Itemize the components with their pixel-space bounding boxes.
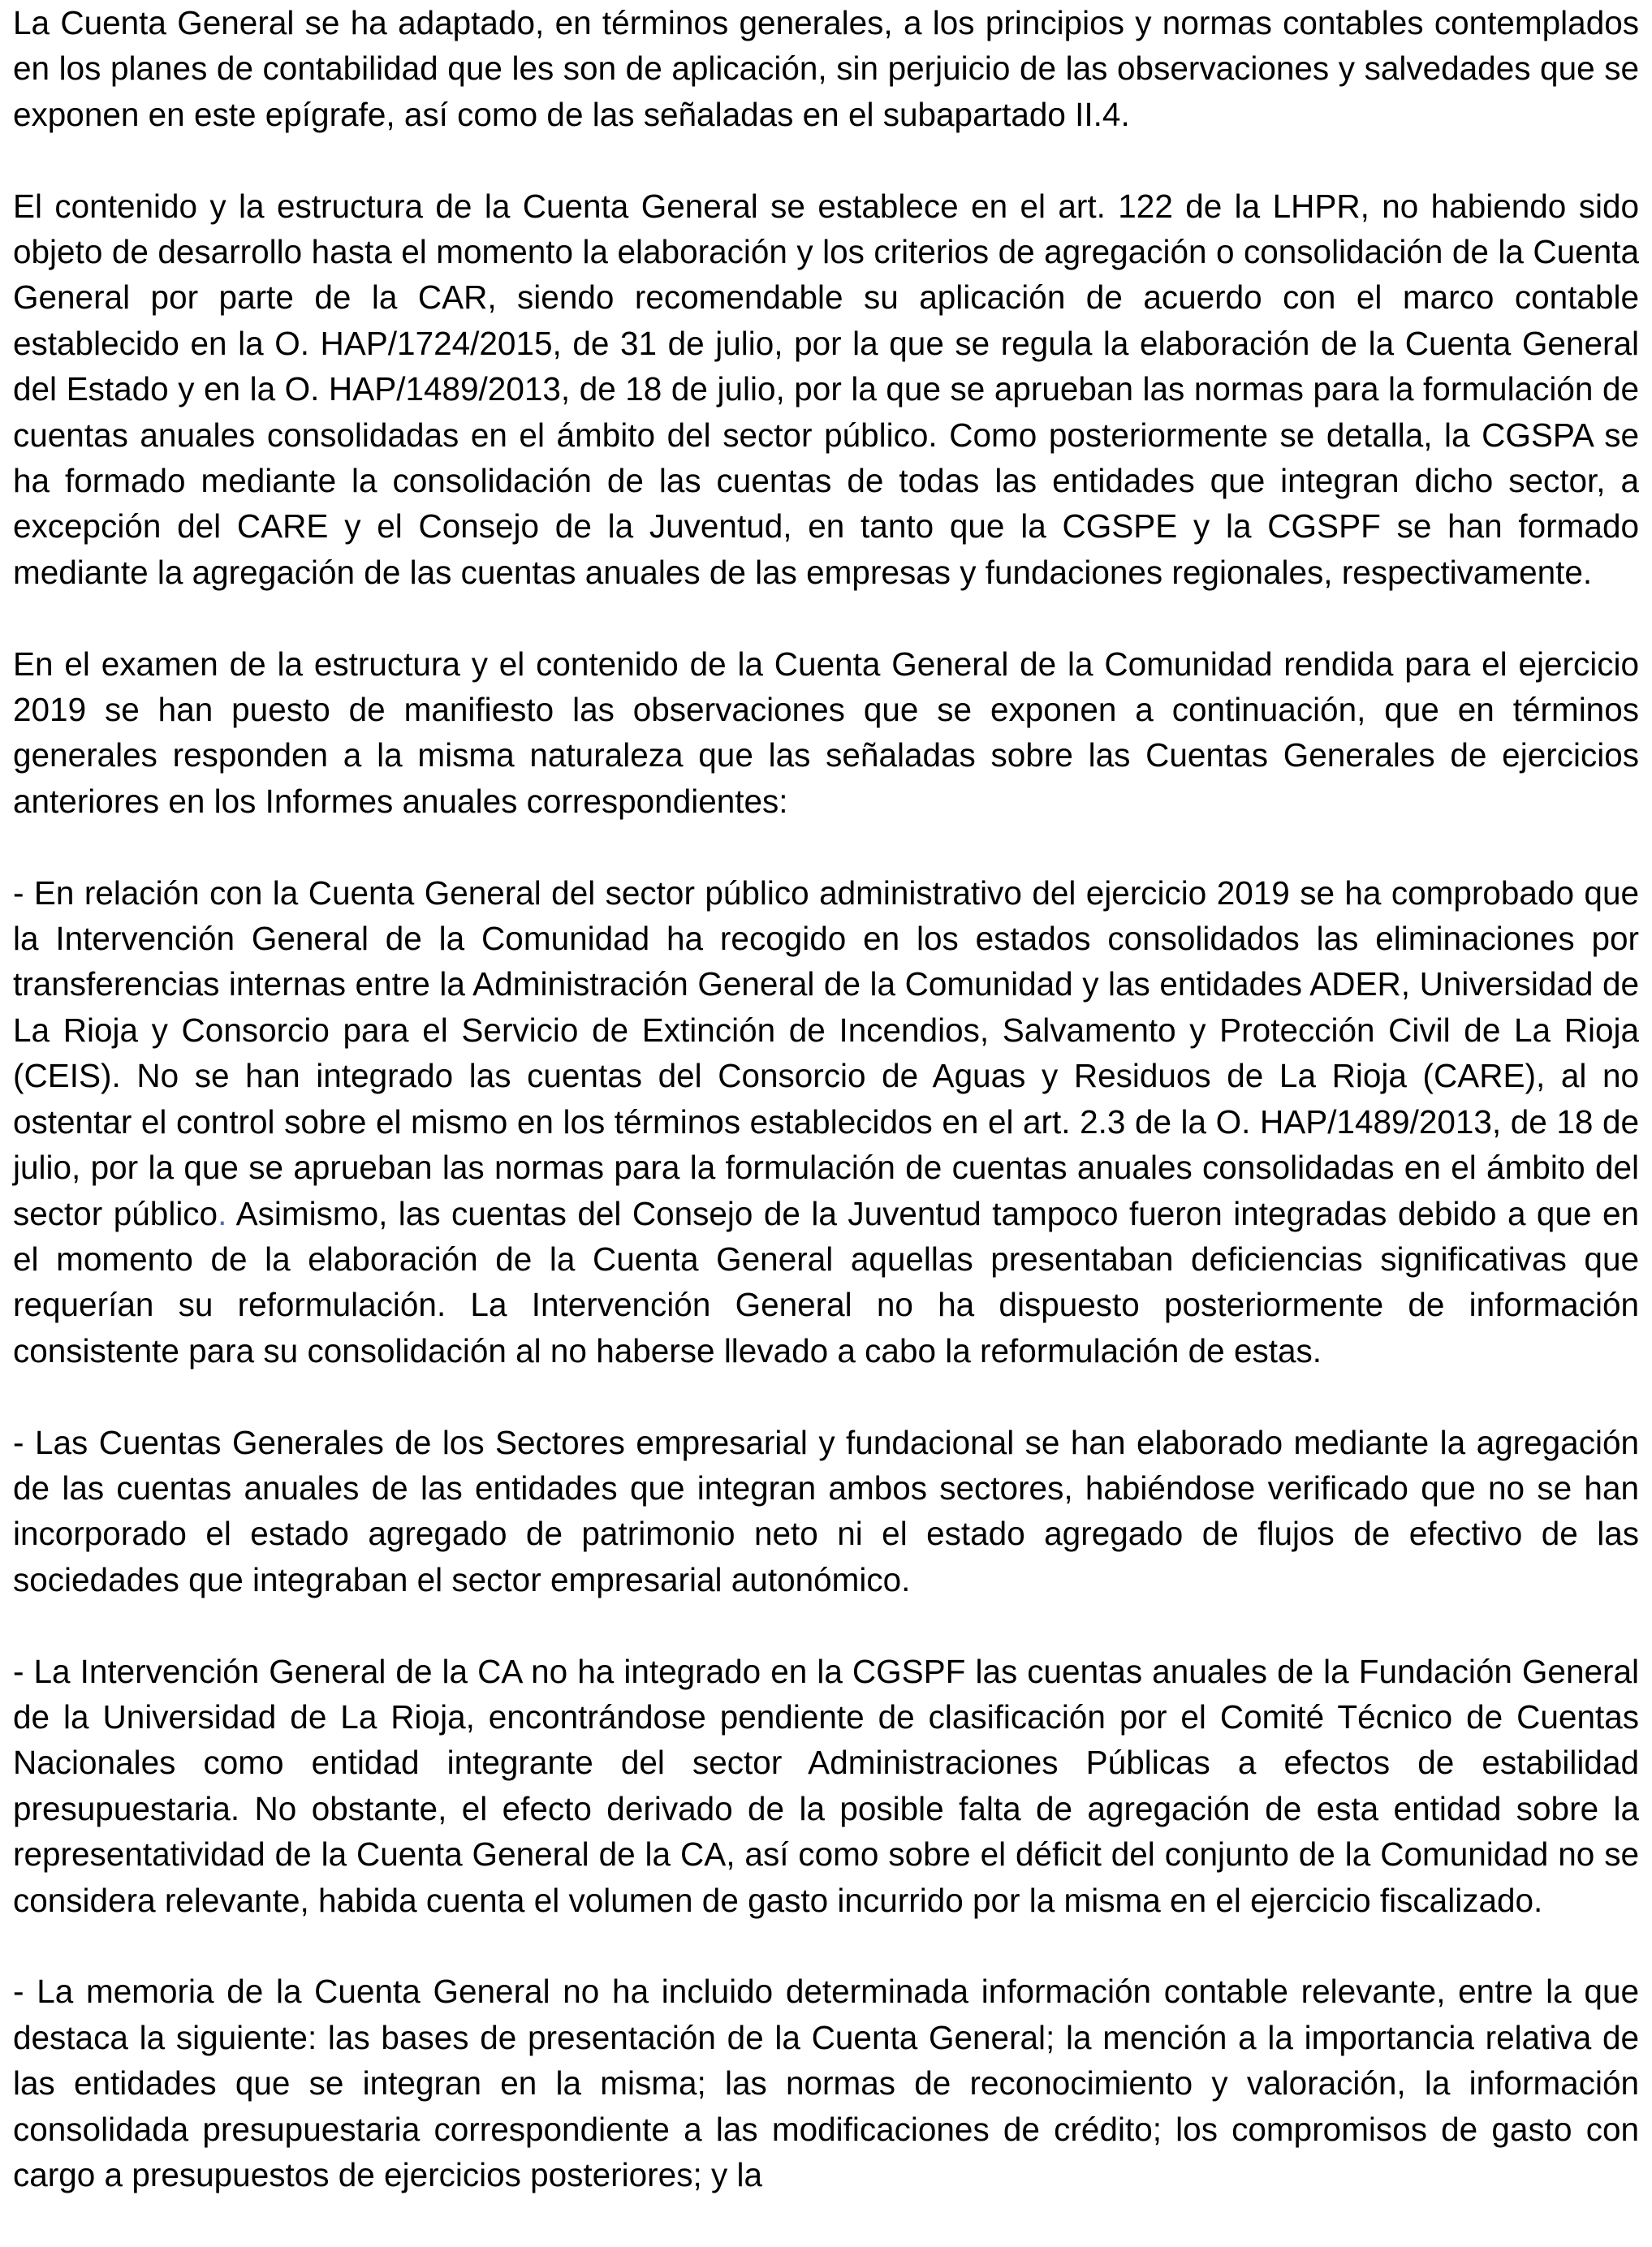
paragraph-content-structure: El contenido y la estructura de la Cuenta General se establece en el art. 122 de la LHPR, no habiendo sido objeto de desarrollo hasta el momento la elaboración y los criterios de agregación o consolidación de la Cuenta General por parte de la CAR, siendo recomendable su aplicación de acuerdo con el marco contable establecido en la O. HAP/1724/2015, de 31 de julio, por la que se regula la elaboración de la Cuenta General del Estado y en la O. HAP/1489/2013, de 18 de julio, por la que se aprueban las normas para la formulación de cuentas anuales consolidadas en el ámbito del sector público. Como posteriormente se detalla, la CGSPA se ha formado mediante la consolidación de las cuentas de todas las entidades que integran dicho sector, a excepción del CARE y el Consejo de la Juventud, en tanto que la CGSPE y la CGSPF se han formado mediante la agregación de las cuentas anuales de las empresas y fundaciones regionales, respectivamente. (13, 187, 1639, 591)
paragraph-administrative-sector-part2: Asimismo, las cuentas del Consejo de la Juventud tampoco fueron integradas debido a que en el momento de la elaboración de la Cuenta General aquellas presentaban deficiencias significativas que requerían su reformulación. La Intervención General no ha dispuesto posteriormente de información consistente para su consolidación al no haberse llevado a cabo la reformulación de estas. (13, 1194, 1639, 1369)
paragraph-memory-information: - La memoria de la Cuenta General no ha incluido determinada información contable relevante, entre la que destaca la siguiente: las bases de presentación de la Cuenta General; la mención a la importancia relativa de las entidades que se integran en la misma; las normas de reconocimiento y valoración, la información consolidada presupuestaria correspondiente a las modificaciones de crédito; los compromisos de gasto con cargo a presupuestos de ejercicios posteriores; y la (13, 1973, 1639, 2193)
document-page (13, 0, 1639, 2197)
paragraph-university-foundation: - La Intervención General de la CA no ha integrado en la CGSPF las cuentas anuales de la Fundación General de la Universidad de La Rioja, encontrándose pendiente de clasificación por el Comité Técnico de Cuentas Nacionales como entidad integrante del sector Administraciones Públicas a efectos de estabilidad presupuestaria. No obstante, el efecto derivado de la posible falta de agregación de esta entidad sobre la representatividad de la Cuenta General de la CA, así como sobre el déficit del conjunto de la Comunidad no se considera relevante, habida cuenta el volumen de gasto incurrido por la misma en el ejercicio fiscalizado. (13, 1652, 1639, 1919)
paragraph-adaptation-principles: La Cuenta General se ha adaptado, en términos generales, a los principios y normas contables contemplados en los planes de contabilidad que les son de aplicación, sin perjuicio de las observaciones y salvedades que se exponen en este epígrafe, así como de las señaladas en el subapartado II.4. (13, 4, 1639, 133)
paragraph-administrative-sector (13, 870, 1639, 1374)
accent-period: . (218, 1194, 227, 1232)
paragraph-administrative-sector-part1: - En relación con la Cuenta General del sector público administrativo del ejercicio 2019 se ha comprobado que la Intervención General de la Comunidad ha recogido en los estados consolidados las eliminaciones por transferencias internas entre la Administración General de la Comunidad y las entidades ADER, Universidad de La Rioja y Consorcio para el Servicio de Extinción de Incendios, Salvamento y Protección Civil de La Rioja (CEIS). No se han integrado las cuentas del Consorcio de Aguas y Residuos de La Rioja (CARE), al no ostentar el control sobre el mismo en los términos establecidos en el art. 2.3 de la O. HAP/1489/2013, de 18 de julio, por la que se aprueban las normas para la formulación de cuentas anuales consolidadas en el ámbito del sector público (13, 873, 1639, 1232)
paragraph-examination-observations: En el examen de la estructura y el contenido de la Cuenta General de la Comunidad rendida para el ejercicio 2019 se han puesto de manifiesto las observaciones que se exponen a continuación, que en términos generales responden a la misma naturaleza que las señaladas sobre las Cuentas Generales de ejercicios anteriores en los Informes anuales correspondientes: (13, 645, 1639, 820)
paragraph-business-foundation-sectors: - Las Cuentas Generales de los Sectores empresarial y fundacional se han elaborado mediante la agregación de las cuentas anuales de las entidades que integran ambos sectores, habiéndose verificado que no se han incorporado el estado agregado de patrimonio neto ni el estado agregado de flujos de efectivo de las sociedades que integraban el sector empresarial autonómico. (13, 1423, 1639, 1598)
